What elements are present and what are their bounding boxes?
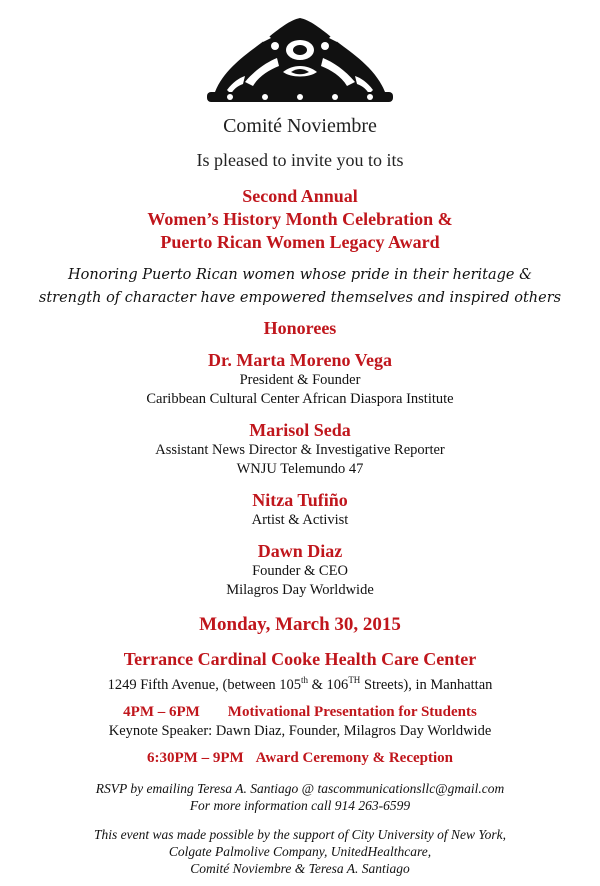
support-line: Colgate Palmolive Company, UnitedHealthcare, (168, 843, 432, 859)
honoree-item (0, 540, 600, 600)
address-part: 1249 Fifth Avenue, (between 105 (107, 676, 302, 693)
invite-line: Is pleased to invite you to its (196, 150, 404, 170)
event-title-line: Women’s History Month Celebration & (147, 209, 453, 229)
honoree-item (0, 419, 600, 479)
honoree-name: Dawn Diaz (257, 541, 343, 561)
event-title-line: Puerto Rican Women Legacy Award (160, 232, 440, 252)
honoree-name: Dr. Marta Moreno Vega (208, 350, 392, 370)
tagline-line: strength of character have empowered themselves and inspired others (38, 290, 562, 306)
honoree-detail: Assistant News Director & Investigative Reporter (155, 442, 445, 458)
honoree-detail: WNJU Telemundo 47 (236, 461, 364, 477)
support-line: Comité Noviembre & Teresa A. Santiago (190, 860, 410, 876)
venue-name: Terrance Cardinal Cooke Health Care Center (123, 649, 477, 669)
support-line: This event was made possible by the support of City University of New York, (94, 826, 506, 842)
honoree-detail: Founder & CEO (252, 563, 348, 579)
schedule-event: Motivational Presentation for Students (227, 703, 477, 720)
honoree-detail: Caribbean Cultural Center African Diaspora Institute (146, 391, 454, 407)
honoree-name: Marisol Seda (249, 420, 351, 440)
honoree-item (0, 489, 600, 530)
address-superscript: TH (348, 675, 361, 685)
address-part: & 106 (308, 676, 349, 693)
keynote-line: Keynote Speaker: Dawn Diaz, Founder, Milagros Day Worldwide (108, 722, 492, 739)
venue-address (0, 670, 600, 695)
honoree-detail: Milagros Day Worldwide (226, 582, 374, 598)
schedule-event: Award Ceremony & Reception (255, 749, 453, 766)
support-block (0, 826, 600, 877)
rsvp-line: RSVP by emailing Teresa A. Santiago @ tascommunicationsllc@gmail.com (95, 780, 505, 796)
schedule-time: 6:30PM – 9PM (147, 749, 244, 766)
honorees-heading: Honorees (263, 318, 337, 338)
organization-name: Comité Noviembre (223, 115, 377, 137)
honoree-item (0, 349, 600, 409)
honoree-detail: President & Founder (239, 372, 361, 388)
honoree-name: Nitza Tufiño (252, 490, 348, 510)
tagline (0, 264, 600, 310)
event-date: Monday, March 30, 2015 (199, 614, 401, 635)
comite-noviembre-logo (205, 12, 395, 107)
event-title (0, 185, 600, 254)
address-part: Streets), in Manhattan (360, 676, 493, 693)
schedule-row (0, 749, 600, 768)
rsvp-block (0, 780, 600, 814)
schedule-row (0, 703, 600, 722)
rsvp-line: For more information call 914 263-6599 (189, 797, 411, 813)
invitation-page (0, 12, 600, 886)
honoree-detail: Artist & Activist (251, 512, 349, 528)
event-title-line: Second Annual (242, 186, 358, 206)
address-superscript: th (301, 675, 309, 685)
tagline-line: Honoring Puerto Rican women whose pride in their heritage & (68, 267, 532, 283)
schedule-time: 4PM – 6PM (123, 703, 200, 720)
